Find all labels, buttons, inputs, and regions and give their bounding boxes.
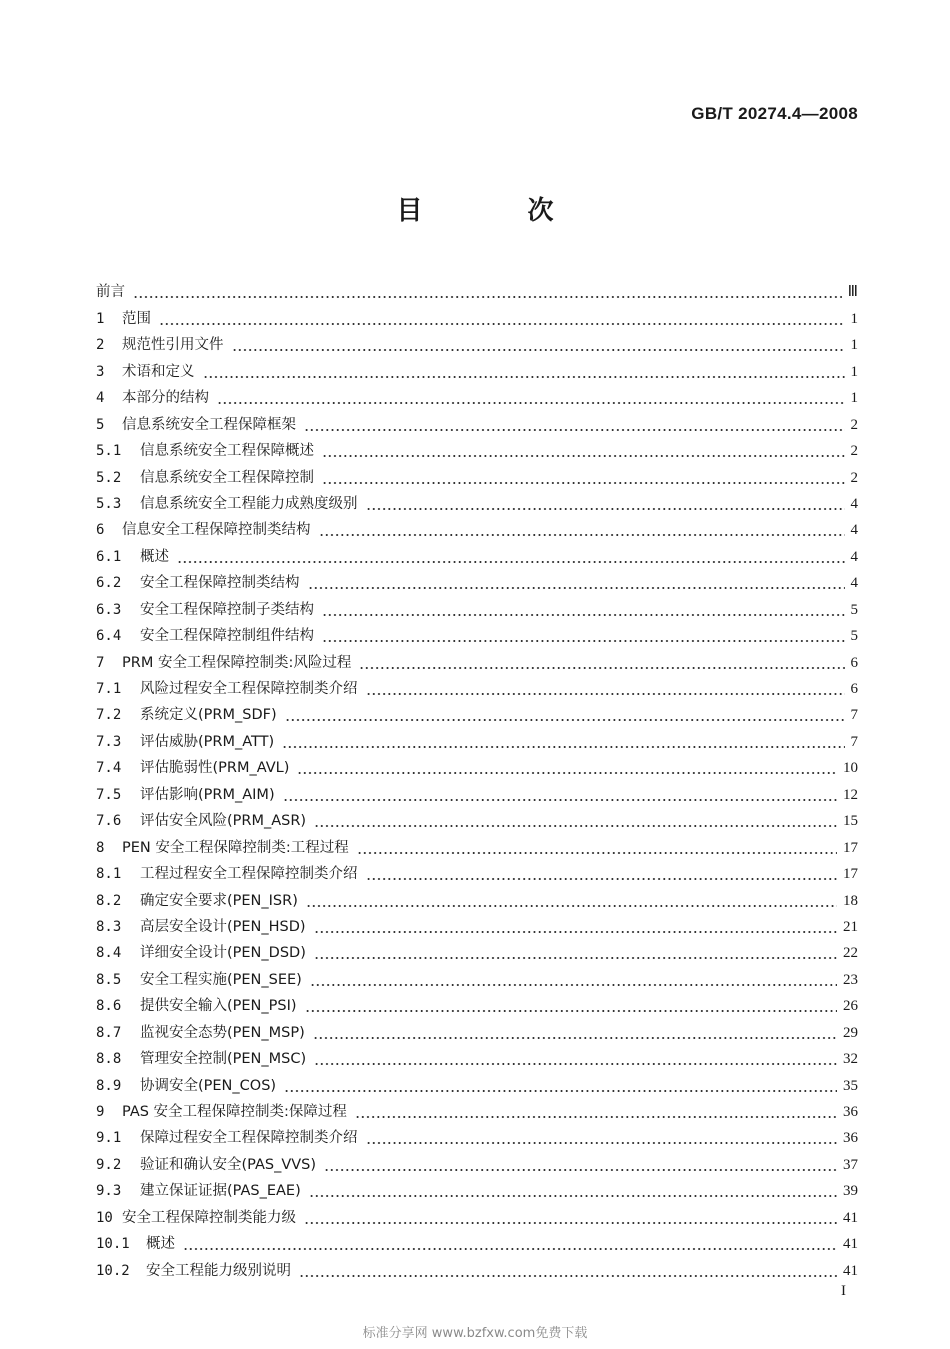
toc-entry-page: 2 — [850, 443, 858, 460]
toc-entry[interactable] — [96, 435, 858, 461]
toc-entry-number: 5.3 — [96, 495, 122, 512]
toc-entry[interactable] — [96, 514, 858, 540]
toc-entry-number: 6.2 — [96, 575, 122, 592]
dot-leader — [284, 1090, 837, 1092]
dot-leader — [304, 429, 845, 431]
toc-entry-label: 系统定义(PRM_SDF) — [140, 707, 277, 724]
toc-entry[interactable] — [96, 408, 858, 434]
toc-entry-number: 8.2 — [96, 892, 122, 909]
toc-entry[interactable] — [96, 567, 858, 593]
toc-entry-page: 41 — [843, 1209, 858, 1226]
standard-code: GB/T 20274.4—2008 — [691, 104, 858, 123]
toc-entry-label: 前言 — [96, 284, 125, 301]
dot-leader — [314, 957, 837, 959]
toc-entry-label: 本部分的结构 — [122, 390, 209, 407]
toc-entry-page: 36 — [843, 1104, 858, 1120]
toc-entry-page: 32 — [843, 1051, 858, 1068]
toc-entry-page: 18 — [843, 892, 858, 909]
toc-entry-number: 2 — [96, 337, 105, 354]
dot-leader — [217, 402, 845, 404]
toc-entry-number: 6.1 — [96, 548, 122, 565]
toc-entry-number: 3 — [96, 363, 105, 380]
toc-entry-number: 7 — [96, 654, 105, 671]
toc-entry-page: 5 — [850, 601, 858, 618]
toc-entry-label: 评估脆弱性(PRM_AVL) — [140, 760, 290, 777]
dot-leader — [304, 1222, 837, 1224]
table-of-contents — [96, 276, 858, 1281]
dot-leader — [314, 825, 837, 827]
toc-entry-page: 12 — [843, 786, 858, 803]
dot-leader — [355, 1116, 837, 1118]
toc-entry-number: 8.1 — [96, 866, 122, 883]
toc-entry[interactable] — [96, 673, 858, 699]
toc-entry[interactable] — [96, 646, 858, 672]
toc-entry-page: 35 — [843, 1077, 858, 1094]
dot-leader — [309, 1195, 837, 1197]
toc-entry-number: 7.1 — [96, 681, 122, 697]
toc-entry-label: 管理安全控制(PEN_MSC) — [140, 1051, 307, 1068]
toc-entry-label: 安全工程保障控制组件结构 — [140, 628, 314, 645]
dot-leader — [133, 296, 842, 298]
toc-entry[interactable] — [96, 1122, 858, 1148]
toc-entry-page: 5 — [850, 628, 858, 645]
toc-entry-page: Ⅲ — [847, 284, 858, 301]
dot-leader — [203, 376, 845, 378]
dot-leader — [285, 719, 845, 721]
toc-entry[interactable] — [96, 1043, 858, 1069]
toc-entry-label: 安全工程保障控制类能力级 — [122, 1209, 296, 1226]
dot-leader — [357, 852, 837, 854]
toc-entry-label: 信息安全工程保障控制类结构 — [122, 522, 311, 539]
toc-entry-label: 安全工程能力级别说明 — [146, 1262, 291, 1279]
toc-entry-label: 监视安全态势(PEN_MSP) — [140, 1024, 305, 1041]
dot-leader — [310, 984, 837, 986]
toc-entry-page: 4 — [850, 495, 858, 512]
toc-entry[interactable] — [96, 990, 858, 1016]
toc-entry-number: 9.1 — [96, 1130, 122, 1147]
toc-entry-page: 4 — [850, 575, 858, 592]
toc-entry-label: 信息系统安全工程能力成熟度级别 — [140, 495, 358, 512]
toc-entry[interactable] — [96, 302, 858, 328]
toc-entry-page: 6 — [850, 681, 858, 697]
toc-entry-number: 8.5 — [96, 971, 122, 988]
dot-leader — [366, 508, 845, 510]
toc-entry-number: 5.1 — [96, 443, 122, 460]
toc-entry-label: 术语和定义 — [122, 363, 195, 380]
toc-entry-page: 39 — [843, 1183, 858, 1200]
toc-entry-number: 6 — [96, 522, 105, 539]
toc-entry[interactable] — [96, 805, 858, 831]
toc-entry-page: 29 — [843, 1024, 858, 1041]
toc-entry-number: 7.5 — [96, 786, 122, 803]
toc-entry-page: 36 — [843, 1130, 858, 1147]
toc-entry[interactable] — [96, 831, 858, 857]
toc-entry[interactable] — [96, 355, 858, 381]
toc-entry-label: 确定安全要求(PEN_ISR) — [140, 892, 298, 909]
toc-entry-number: 1 — [96, 310, 105, 327]
toc-entry-number: 10.1 — [96, 1236, 130, 1253]
toc-entry[interactable] — [96, 1175, 858, 1201]
toc-entry-label: 风险过程安全工程保障控制类介绍 — [140, 681, 358, 697]
toc-entry[interactable] — [96, 540, 858, 566]
toc-entry-label: 信息系统安全工程保障控制 — [140, 469, 314, 486]
dot-leader — [366, 1142, 838, 1144]
toc-entry-label: 信息系统安全工程保障概述 — [140, 443, 314, 460]
toc-entry[interactable] — [96, 1201, 858, 1227]
toc-entry-label: PAS 安全工程保障控制类:保障过程 — [122, 1104, 347, 1120]
toc-entry-page: 1 — [850, 337, 858, 354]
toc-entry[interactable] — [96, 1069, 858, 1095]
dot-leader — [319, 534, 845, 536]
toc-entry-page: 22 — [843, 945, 858, 962]
dot-leader — [232, 349, 845, 351]
toc-entry[interactable] — [96, 1254, 858, 1280]
toc-entry-label: 概述 — [140, 548, 169, 565]
toc-entry[interactable] — [96, 382, 858, 408]
toc-entry-page: 26 — [843, 998, 858, 1015]
dot-leader — [313, 1037, 837, 1039]
toc-entry-page: 7 — [850, 707, 858, 724]
toc-entry-number: 8.4 — [96, 945, 122, 962]
toc-entry-number: 9 — [96, 1104, 105, 1120]
toc-entry-label: 工程过程安全工程保障控制类介绍 — [140, 866, 358, 883]
watermark-text: 标准分享网 www.bzfxw.com免费下载 — [362, 1326, 588, 1341]
toc-entry[interactable] — [96, 963, 858, 989]
dot-leader — [306, 905, 837, 907]
toc-entry-number: 8.9 — [96, 1077, 122, 1094]
toc-entry-label: 详细安全设计(PEN_DSD) — [140, 945, 306, 962]
toc-entry-label: 安全工程实施(PEN_SEE) — [140, 971, 302, 988]
toc-entry-page: 2 — [850, 416, 858, 433]
toc-entry-number: 9.3 — [96, 1183, 122, 1200]
dot-leader — [282, 746, 844, 748]
toc-entry-page: 4 — [850, 522, 858, 539]
toc-entry-number: 8.6 — [96, 998, 122, 1015]
toc-entry[interactable] — [96, 858, 858, 884]
toc-entry[interactable] — [96, 911, 858, 937]
toc-entry-page: 17 — [843, 866, 858, 883]
toc-entry-number: 8 — [96, 839, 105, 856]
toc-entry-label: 建立保证证据(PAS_EAE) — [140, 1183, 301, 1200]
toc-entry-number: 9.2 — [96, 1156, 122, 1173]
toc-entry-number: 10 — [96, 1209, 113, 1226]
toc-entry-page: 41 — [843, 1236, 858, 1253]
toc-entry[interactable] — [96, 1228, 858, 1254]
dot-leader — [308, 587, 845, 589]
toc-entry-label: 协调安全(PEN_COS) — [140, 1077, 277, 1094]
toc-entry[interactable] — [96, 620, 858, 646]
toc-entry-number: 8.7 — [96, 1024, 122, 1041]
toc-entry-label: 评估威胁(PRM_ATT) — [140, 733, 275, 750]
toc-entry[interactable] — [96, 488, 858, 514]
dot-leader — [314, 1063, 837, 1065]
toc-entry-label: 安全工程保障控制类结构 — [140, 575, 300, 592]
toc-entry-number: 6.4 — [96, 628, 122, 645]
toc-entry-page: 21 — [843, 918, 858, 935]
dot-leader — [297, 772, 837, 774]
toc-entry[interactable] — [96, 725, 858, 751]
toc-entry-label: 安全工程保障控制子类结构 — [140, 601, 314, 618]
toc-entry[interactable] — [96, 752, 858, 778]
toc-entry-number: 7.4 — [96, 760, 122, 777]
dot-leader — [177, 561, 845, 563]
toc-entry[interactable] — [96, 461, 858, 487]
toc-entry-page: 41 — [843, 1262, 858, 1279]
toc-entry-page: 1 — [850, 310, 858, 327]
dot-leader — [322, 614, 845, 616]
dot-leader — [299, 1275, 837, 1277]
toc-entry-number: 5.2 — [96, 469, 122, 486]
toc-entry-label: PRM 安全工程保障控制类:风险过程 — [122, 654, 352, 671]
toc-entry-label: 评估影响(PRM_AIM) — [140, 786, 275, 803]
toc-entry[interactable] — [96, 1148, 858, 1174]
toc-entry[interactable] — [96, 276, 858, 302]
page-number: I — [841, 1283, 846, 1299]
toc-entry[interactable] — [96, 937, 858, 963]
toc-entry-number: 7.6 — [96, 813, 122, 830]
toc-entry-number: 10.2 — [96, 1262, 130, 1279]
toc-entry[interactable] — [96, 884, 858, 910]
dot-leader — [324, 1169, 837, 1171]
toc-entry-page: 1 — [850, 390, 858, 407]
toc-entry-number: 5 — [96, 416, 105, 433]
toc-entry-page: 17 — [843, 839, 858, 856]
dot-leader — [314, 931, 837, 933]
toc-entry-page: 23 — [843, 971, 858, 988]
toc-entry-page: 4 — [850, 548, 858, 565]
toc-entry-number: 8.8 — [96, 1051, 122, 1068]
toc-entry-label: 信息系统安全工程保障框架 — [122, 416, 296, 433]
toc-entry[interactable] — [96, 593, 858, 619]
toc-entry-label: 高层安全设计(PEN_HSD) — [140, 918, 306, 935]
toc-entry-page: 6 — [850, 654, 858, 671]
toc-entry-number: 8.3 — [96, 918, 122, 935]
toc-entry-label: PEN 安全工程保障控制类:工程过程 — [122, 839, 349, 856]
toc-entry-label: 规范性引用文件 — [122, 337, 224, 354]
toc-title: 目 次 — [396, 196, 602, 226]
toc-entry-page: 37 — [843, 1156, 858, 1173]
toc-entry[interactable] — [96, 699, 858, 725]
toc-entry-number: 4 — [96, 390, 105, 407]
dot-leader — [305, 1010, 837, 1012]
toc-entry[interactable] — [96, 1016, 858, 1042]
dot-leader — [366, 878, 838, 880]
toc-entry-number: 7.3 — [96, 733, 122, 750]
dot-leader — [322, 455, 845, 457]
toc-entry[interactable] — [96, 329, 858, 355]
dot-leader — [322, 482, 845, 484]
toc-entry-number: 6.3 — [96, 601, 122, 618]
toc-entry-label: 验证和确认安全(PAS_VVS) — [140, 1156, 317, 1173]
dot-leader — [359, 667, 844, 669]
toc-entry-page: 2 — [850, 469, 858, 486]
dot-leader — [283, 799, 837, 801]
toc-entry-label: 范围 — [122, 310, 151, 327]
toc-entry[interactable] — [96, 1096, 858, 1122]
toc-entry-label: 提供安全输入(PEN_PSI) — [140, 998, 297, 1015]
toc-entry[interactable] — [96, 778, 858, 804]
toc-entry-label: 评估安全风险(PRM_ASR) — [140, 813, 307, 830]
dot-leader — [366, 693, 845, 695]
toc-entry-label: 概述 — [146, 1236, 175, 1253]
toc-entry-number: 7.2 — [96, 707, 122, 724]
toc-entry-label: 保障过程安全工程保障控制类介绍 — [140, 1130, 358, 1147]
toc-entry-page: 7 — [850, 733, 858, 750]
dot-leader — [322, 640, 845, 642]
dot-leader — [159, 323, 845, 325]
toc-entry-page: 10 — [843, 760, 858, 777]
dot-leader — [183, 1248, 837, 1250]
toc-entry-page: 15 — [843, 813, 858, 830]
toc-entry-page: 1 — [850, 363, 858, 380]
